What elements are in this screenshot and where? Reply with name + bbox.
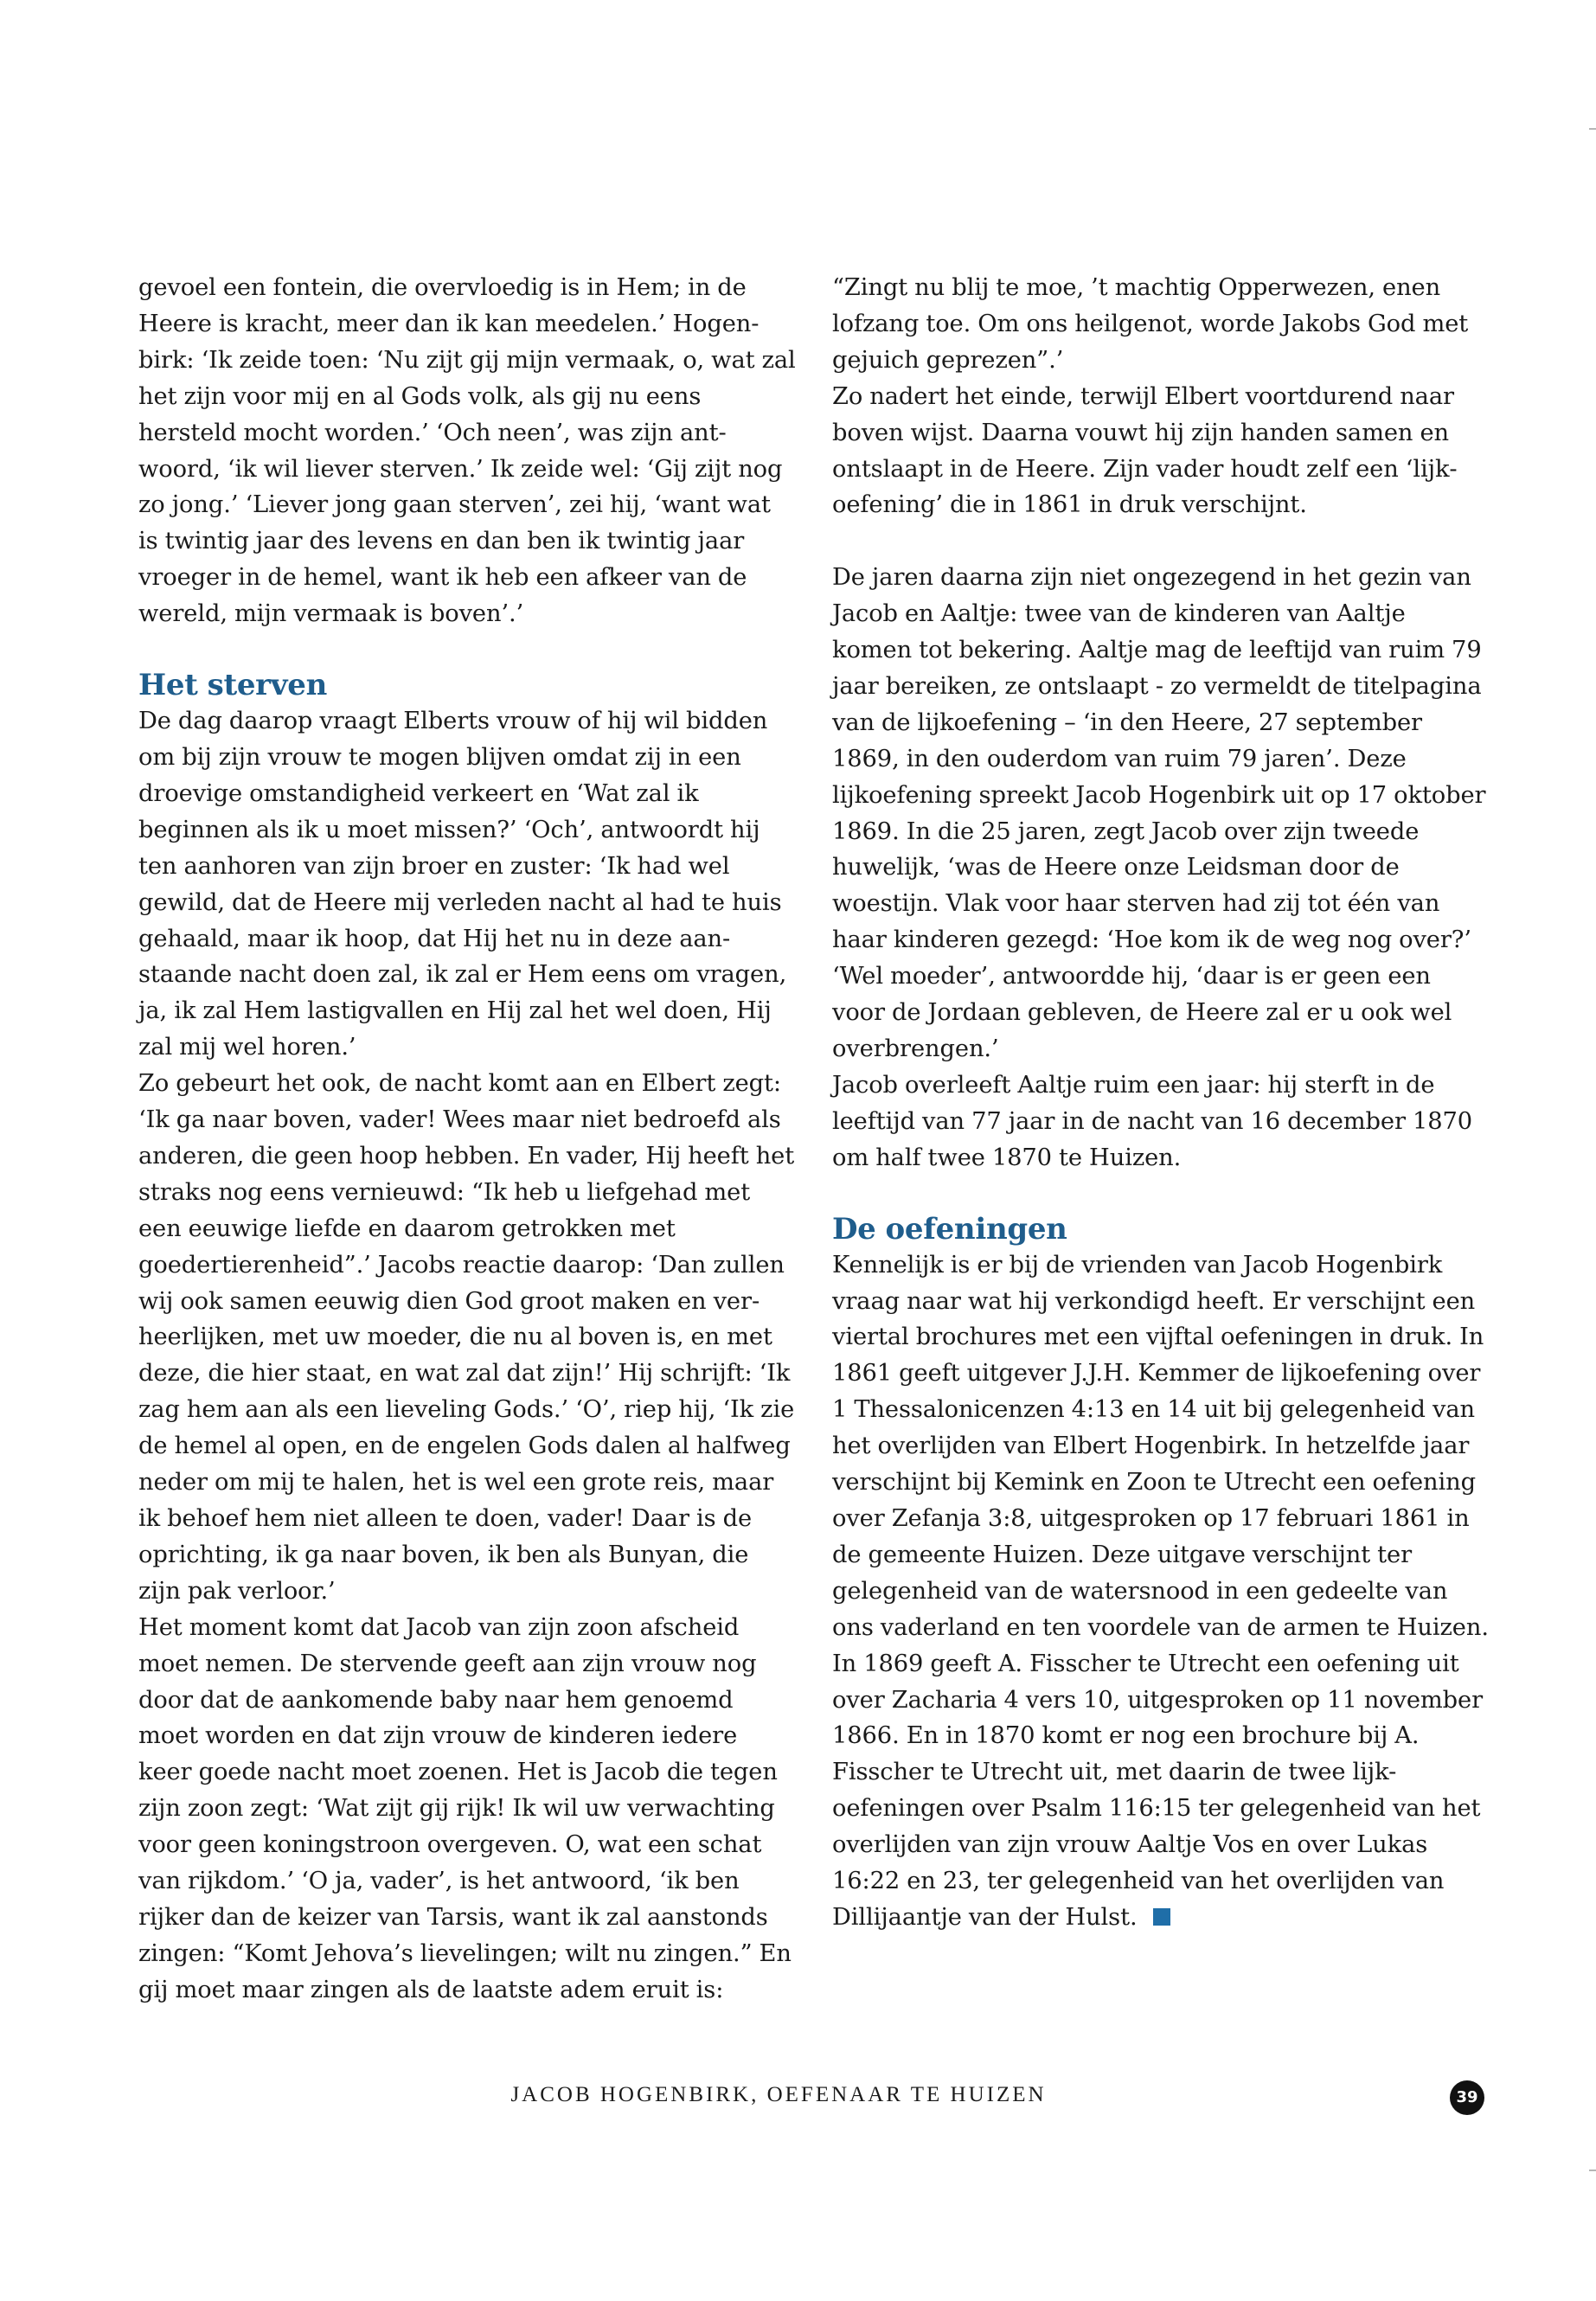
end-of-article-square-icon bbox=[1153, 1908, 1170, 1926]
crop-mark bbox=[1589, 2170, 1596, 2171]
left-column bbox=[138, 270, 796, 2009]
paragraph-text: Kennelijk is er bij de vrienden van Jacob Hogenbirk vraag naar wat hij verkondigd heeft. Er verschijnt een viertal brochures met een vijftal oefeningen in druk. In 1861 geeft uitgever J.J.H. Kemmer de lijkoefening over 1 Thessalonicenzen 4:13 en 14 uit bij gelegenheid van het overlijden van Elbert Hogenbirk. In hetzelfde jaar verschijnt bij Kemink en Zoon te Utrecht een oefening over Zefanja 3:8, uitgesproken op 17 februari 1861 in de gemeente Huizen. Deze uitgave verschijnt ter gelegenheid van de watersnood in een gedeelte van ons vaderland en ten voordele van de armen te Huizen. In 1869 geeft A. Fisscher te Utrecht een oefening uit over Zacharia 4 vers 10, uitgesproken op 11 november 1866. En in 1870 komt er nog een brochure bij A. Fisscher te Utrecht uit, met daarin de twee lijk-oefeningen over Psalm 116:15 ter gelegenheid van het overlijden van zijn vrouw Aaltje Vos en over Lukas 16:22 en 23, ter gelegenheid van het overlijden van Dillijaantje van der Hulst. bbox=[832, 1251, 1489, 1931]
page-number-badge: 39 bbox=[1450, 2080, 1484, 2115]
running-footer-title: JACOB HOGENBIRK, OEFENAAR TE HUIZEN bbox=[510, 2083, 1047, 2106]
paragraph-final bbox=[832, 1247, 1490, 1936]
paragraph: De jaren daarna zijn niet ongezegend in het gezin van Jacob en Aaltje: twee van de kinderen van Aaltje komen tot bekering. Aaltje mag de leeftijd van ruim 79 jaar bereiken, ze ontslaapt - zo vermeldt de titelpagina van de lijkoefening – ‘in den Heere, 27 september 1869, in den ouderdom van ruim 79 jaren’. Deze lijkoefening spreekt Jacob Hogenbirk uit op 17 oktober 1869. In die 25 jaren, zegt Jacob over zijn tweede huwelijk, ‘was de Heere onze Leidsman door de woestijn. Vlak voor haar sterven had zij tot één van haar kinderen gezegd: ‘Hoe kom ik de weg nog over?’ ‘Wel moeder’, antwoordde hij, ‘daar is er geen een voor de Jordaan gebleven, de Heere zal er u ook wel overbrengen.’ bbox=[832, 564, 1486, 1063]
paragraph: Zo nadert het einde, terwijl Elbert voortdurend naar boven wijst. Daarna vouwt hij zijn handen samen en ontslaapt in de Heere. Zijn vader houdt zelf een ‘lijkoefening’ die in 1861 in druk verschijnt. bbox=[832, 382, 1458, 519]
section-heading-de-oefeningen: De oefeningen bbox=[832, 1211, 1067, 1247]
crop-mark bbox=[1589, 128, 1596, 130]
paragraph: “Zingt nu blij te moe, ’t machtig Opperwezen, enen lofzang toe. Om ons heilgenot, worde Jakobs God met gejuich geprezen”.’ bbox=[832, 274, 1469, 374]
section-heading-het-sterven: Het sterven bbox=[138, 668, 327, 703]
paragraph: Jacob overleeft Aaltje ruim een jaar: hij sterft in de leeftijd van 77 jaar in de nacht van 16 december 1870 om half twee 1870 te Huizen. bbox=[832, 1071, 1473, 1171]
paragraph: De dag daarop vraagt Elberts vrouw of hij wil bidden om bij zijn vrouw te mogen blijven omdat zij in een droevige omstandigheid verkeert en ‘Wat zal ik beginnen als ik u moet missen?’ ‘Och’, antwoordt hij ten aanhoren van zijn broer en zuster: ‘Ik had wel gewild, dat de Heere mij verleden nacht al had te huis gehaald, maar ik hoop, dat Hij het nu in deze aanstaande nacht doen zal, ik zal er Hem eens om vragen, ja, ik zal Hem lastigvallen en Hij zal het wel doen, Hij zal mij wel horen.’ bbox=[138, 708, 787, 1061]
right-column bbox=[832, 270, 1490, 1936]
paragraph: Het moment komt dat Jacob van zijn zoon afscheid moet nemen. De stervende geeft aan zijn vrouw nog door dat de aankomende baby naar hem genoemd moet worden en dat zijn vrouw de kinderen iedere keer goede nacht moet zoenen. Het is Jacob die tegen zijn zoon zegt: ‘Wat zijt gij rijk! Ik wil uw verwachting voor geen koningstroon overgeven. O, wat een schat van rijkdom.’ ‘O ja, vader’, is het antwoord, ‘ik ben rijker dan de keizer van Tarsis, want ik zal aanstonds zingen: “Komt Jehova’s lievelingen; wilt nu zingen.” En gij moet maar zingen als de laatste adem eruit is: bbox=[138, 1613, 792, 2003]
paragraph: gevoel een fontein, die overvloedig is in Hem; in de Heere is kracht, meer dan ik kan meedelen.’ Hogenbirk: ‘Ik zeide toen: ‘Nu zijt gij mijn vermaak, o, wat zal het zijn voor mij en al Gods volk, als gij nu eens hersteld mocht worden.’ ‘Och neen’, was zijn antwoord, ‘ik wil liever sterven.’ Ik zeide wel: ‘Gij zijt nog zo jong.’ ‘Liever jong gaan sterven’, zei hij, ‘want wat is twintig jaar des levens en dan ben ik twintig jaar vroeger in de hemel, want ik heb een afkeer van de wereld, mijn vermaak is boven’.’ bbox=[138, 274, 796, 628]
paragraph: Zo gebeurt het ook, de nacht komt aan en Elbert zegt: ‘Ik ga naar boven, vader! Wees maar niet bedroefd als anderen, die geen hoop hebben. En vader, Hij heeft het straks nog eens vernieuwd: “Ik heb u liefgehad met een eeuwige liefde en daarom getrokken met goedertierenheid”.’ Jacobs reactie daarop: ‘Dan zullen wij ook samen eeuwig dien God groot maken en verheerlijken, met uw moeder, die nu al boven is, en met deze, die hier staat, en wat zal dat zijn!’ Hij schrijft: ‘Ik zag hem aan als een lieveling Gods.’ ‘O’, riep hij, ‘Ik zie de hemel al open, en de engelen Gods dalen al halfweg neder om mij te halen, het is wel een grote reis, maar ik behoef hem niet alleen te doen, vader! Daar is de oprichting, ik ga naar boven, ik ben als Bunyan, die zijn pak verloor.’ bbox=[138, 1070, 795, 1605]
